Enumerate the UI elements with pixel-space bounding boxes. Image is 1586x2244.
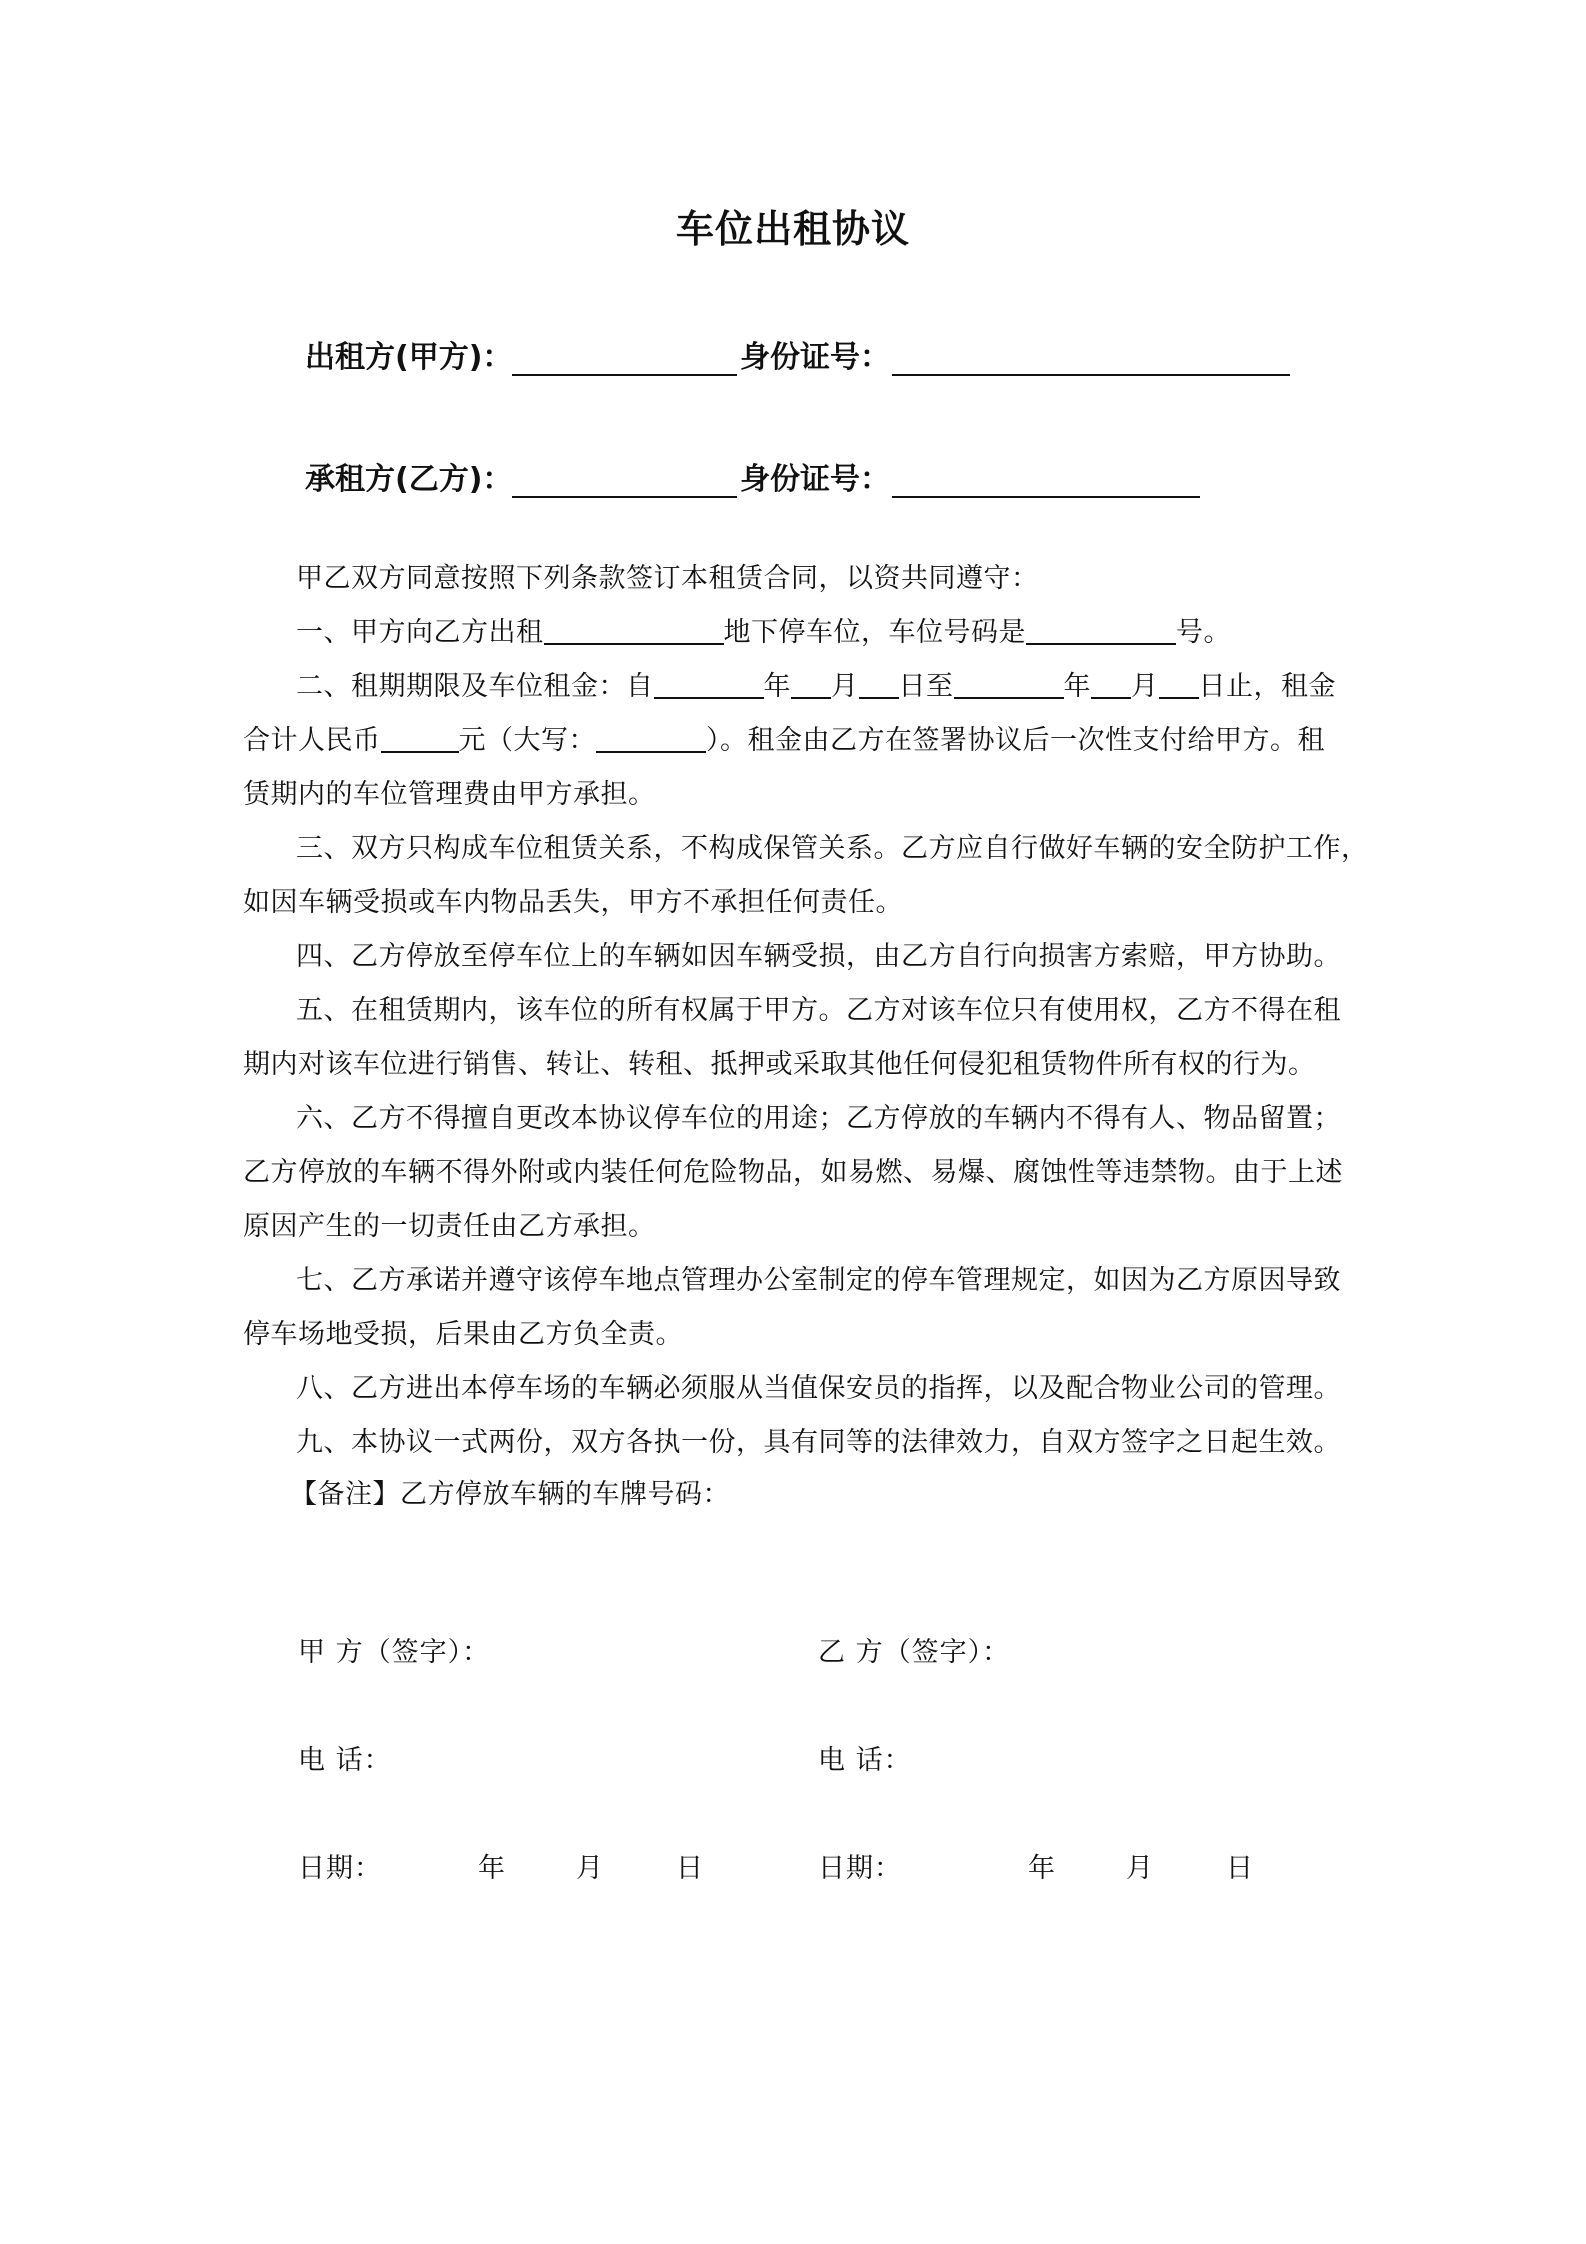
party-a-year-label: 年 [478, 1853, 506, 1884]
lessee-label: 承租方(乙方)： [305, 462, 513, 497]
lessor-id-label: 身份证号： [740, 340, 890, 375]
intro-line: 甲乙双方同意按照下列条款签订本租赁合同，以资共同遵守： [296, 563, 1039, 594]
clause-3-line-2: 如因车辆受损或车内物品丢失，甲方不承担任何责任。 [243, 887, 903, 918]
clause-6-line-2: 乙方停放的车辆不得外附或内装任何危险物品，如易燃、易爆、腐蚀性等违禁物。由于上述 [243, 1157, 1343, 1188]
clause-1 [296, 606, 1396, 660]
clause-2-line-1 [296, 660, 1396, 714]
clause-6-line-1: 六、乙方不得擅自更改本协议停车位的用途；乙方停放的车辆内不得有人、物品留置； [296, 1103, 1341, 1134]
party-b-signature-label: 乙 方（签字）： [818, 1637, 1011, 1668]
start-day-field[interactable] [859, 671, 899, 699]
start-day-label: 日至 [898, 671, 954, 702]
lessee-id-label: 身份证号： [740, 462, 890, 497]
lessor-name-field[interactable] [512, 374, 737, 376]
page-title: 车位出租协议 [675, 207, 910, 251]
rent-uppercase-field[interactable] [596, 725, 706, 753]
lessor-id-field[interactable] [892, 374, 1290, 376]
clause-6-line-3: 原因产生的一切责任由乙方承担。 [243, 1211, 656, 1242]
parking-location-field[interactable] [544, 617, 724, 645]
end-month-field[interactable] [1091, 671, 1131, 699]
end-year-field[interactable] [954, 671, 1064, 699]
clause-2-line-2 [243, 714, 1343, 768]
rent-label: 合计人民币 [243, 725, 381, 756]
start-month-field[interactable] [791, 671, 831, 699]
party-a-signature-label: 甲 方（签字）： [298, 1637, 491, 1668]
end-month-label: 月 [1131, 671, 1159, 702]
clause-4: 四、乙方停放至停车位上的车辆如因车辆受损，由乙方自行向损害方索赔，甲方协助。 [296, 941, 1341, 972]
clause-5-line-1: 五、在租赁期内，该车位的所有权属于甲方。乙方对该车位只有使用权，乙方不得在租 [296, 995, 1341, 1026]
rent-uppercase-label: 元（大写： [458, 725, 596, 756]
clause-2-text-a: 二、租期期限及车位租金：自 [296, 671, 654, 702]
start-month-label: 月 [831, 671, 859, 702]
clause-7-line-1: 七、乙方承诺并遵守该停车地点管理办公室制定的停车管理规定，如因为乙方原因导致 [296, 1265, 1341, 1296]
rent-amount-field[interactable] [381, 725, 459, 753]
party-a-phone-label: 电 话： [298, 1745, 392, 1776]
clause-1-text-a: 一、甲方向乙方出租 [296, 617, 544, 648]
party-b-month-label: 月 [1126, 1853, 1154, 1884]
lessee-name-field[interactable] [512, 496, 737, 498]
rent-payment-text: ）。租金由乙方在签署协议后一次性支付给甲方。租 [706, 725, 1325, 756]
clause-1-text-b: 地下停车位，车位号码是 [723, 617, 1026, 648]
lessor-label: 出租方(甲方)： [305, 340, 513, 375]
lessee-id-field[interactable] [892, 496, 1200, 498]
start-year-field[interactable] [654, 671, 764, 699]
parking-number-field[interactable] [1026, 617, 1176, 645]
start-year-label: 年 [763, 671, 791, 702]
party-b-phone-label: 电 话： [818, 1745, 912, 1776]
party-a-day-label: 日 [676, 1853, 704, 1884]
party-a-month-label: 月 [576, 1853, 604, 1884]
clause-8: 八、乙方进出本停车场的车辆必须服从当值保安员的指挥，以及配合物业公司的管理。 [296, 1373, 1341, 1404]
clause-9: 九、本协议一式两份，双方各执一份，具有同等的法律效力，自双方签字之日起生效。 [296, 1427, 1341, 1458]
party-a-date-label: 日期： [298, 1853, 382, 1884]
clause-3-line-1: 三、双方只构成车位租赁关系，不构成保管关系。乙方应自行做好车辆的安全防护工作， [296, 833, 1369, 864]
end-day-label: 日止，租金 [1198, 671, 1336, 702]
note-line: 【备注】乙方停放车辆的车牌号码： [290, 1479, 730, 1510]
end-year-label: 年 [1063, 671, 1091, 702]
party-b-day-label: 日 [1226, 1853, 1254, 1884]
end-day-field[interactable] [1159, 671, 1199, 699]
clause-2-line-3: 赁期内的车位管理费由甲方承担。 [243, 779, 656, 810]
clause-1-text-c: 号。 [1176, 617, 1231, 648]
party-b-date-label: 日期： [818, 1853, 902, 1884]
clause-7-line-2: 停车场地受损，后果由乙方负全责。 [243, 1319, 683, 1350]
clause-5-line-2: 期内对该车位进行销售、转让、转租、抵押或采取其他任何侵犯租赁物件所有权的行为。 [243, 1049, 1316, 1080]
party-b-year-label: 年 [1028, 1853, 1056, 1884]
